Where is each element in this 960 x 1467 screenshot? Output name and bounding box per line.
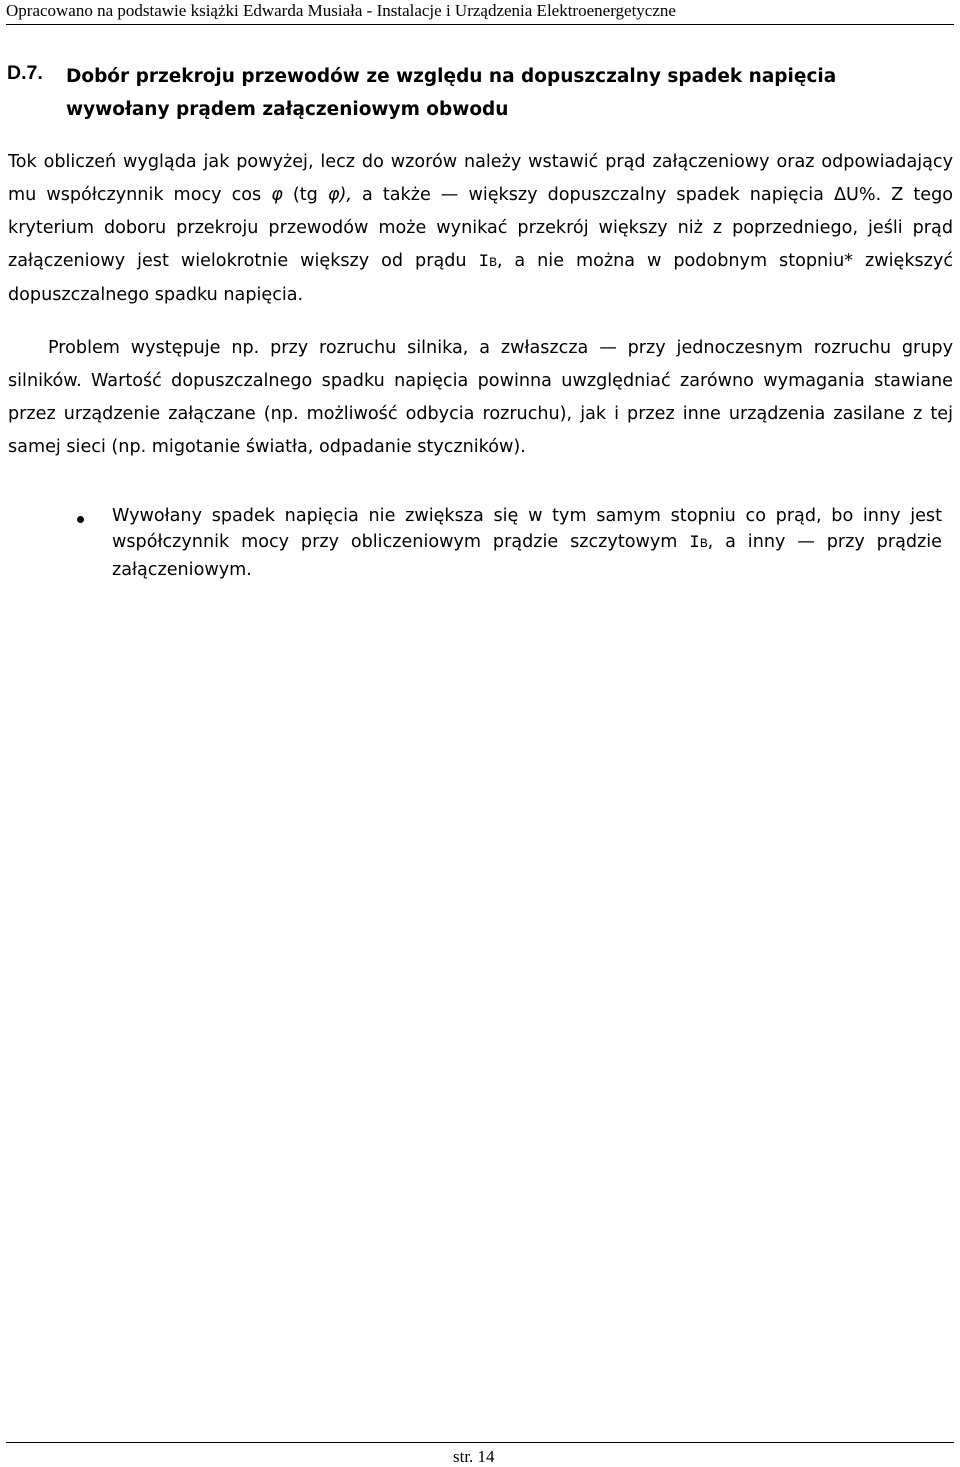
paragraph-1-text-b: (tg	[282, 185, 328, 205]
ib-symbol	[479, 252, 497, 272]
ib-letter-b: B	[489, 255, 497, 270]
paragraph-1-text-a: Tok obliczeń wygląda jak powyżej, lecz do wzorów należy wstawić prąd załączeniowy oraz odpowiadający mu współczynnik mocy cos	[8, 152, 953, 205]
delta-u-symbol: ΔU%.	[833, 185, 882, 205]
ib-letter-i: I	[689, 533, 700, 553]
section-number: D.7.	[7, 62, 43, 84]
paragraph-1-text-e: , a nie można w podobnym stopniu* zwiększyć dopuszczalnego spadku napięcia.	[8, 251, 953, 305]
paragraph-1-text-c: a także — większy dopuszczalny spadek napięcia	[351, 185, 834, 205]
footer-divider	[6, 1442, 954, 1443]
bullet-text-a: Wywołany spadek napięcia nie zwiększa się w tym samym stopniu co prąd, bo inny jest współczynnik mocy przy obliczeniowym prądzie szczytowym	[112, 506, 942, 552]
ib-letter-i: I	[478, 252, 490, 272]
bullet-text-b: , a inny — przy prądzie załączeniowym.	[112, 532, 942, 580]
ib-letter-b: B	[699, 536, 708, 551]
bullet-icon	[77, 516, 84, 523]
paragraph-2	[8, 332, 953, 464]
paragraph-2-text: Problem występuje np. przy rozruchu silnika, a zwłaszcza — przy jednoczesnym rozruchu grupy silników. Wartość dopuszczalnego spadku napięcia powinna uwzględniać zarówno wymagania stawiane przez urządzenie załączane (np. możliwość odbycia rozruchu), jak i przez inne urządzenia zasilane z tej samej sieci (np. migotanie światła, odpadanie styczników).	[8, 338, 953, 457]
phi-symbol-tg: φ),	[327, 185, 352, 205]
paragraph-1-text-d: Z tego kryterium doboru przekroju przewodów może wynikać przekrój większy niż z poprzedniego, jeśli prąd załączeniowy jest wielokrotnie większy od prądu	[8, 185, 953, 271]
section-title: Dobór przekroju przewodów ze względu na dopuszczalny spadek napięcia wywołany prądem załączeniowym obwodu	[66, 66, 837, 120]
phi-symbol: φ	[271, 185, 283, 205]
running-header: Opracowano na podstawie książki Edwarda Musiała - Instalacje i Urządzenia Elektroenergetyczne	[6, 0, 954, 25]
paragraph-1	[8, 146, 953, 312]
page-number: str. 14	[453, 1447, 495, 1466]
bullet-item	[112, 503, 942, 583]
ib-symbol-bullet	[689, 533, 707, 553]
